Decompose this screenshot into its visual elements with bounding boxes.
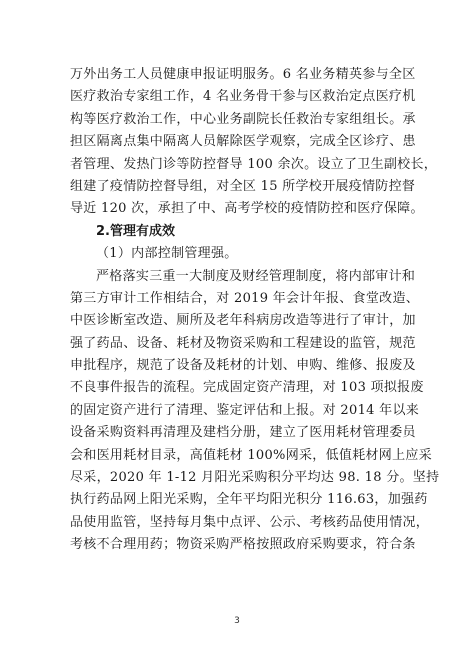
text-line: 第三方审计工作相结合，对 2019 年会计年报、食堂改造、 [70, 290, 420, 306]
text-line: 医疗救治专家组工作，4 名业务骨干参与区救治定点医疗机 [70, 89, 416, 105]
text-line: 中医诊断室改造、厕所及老年科病房改造等进行了审计，加 [70, 313, 416, 329]
subsection-heading: （1）内部控制管理强。 [96, 246, 238, 262]
text-line: 的固定资产进行了清理、鉴定评估和上报。对 2014 年以来 [70, 402, 420, 418]
text-line: 严格落实三重一大制度及财经管理制度，将内部审计和 [96, 268, 416, 284]
text-line: 不良事件报告的流程。完成固定资产清理，对 103 项拟报废 [70, 380, 424, 396]
text-line: 构等医疗救治工作，中心业务副院长任救治专家组组长。承 [70, 111, 416, 127]
document-body [70, 64, 440, 557]
paragraph-1 [70, 64, 438, 221]
text-line: 强了药品、设备、耗材及物资采购和工程建设的监管，规范 [70, 335, 416, 351]
text-line: 会和医用耗材目录，高值耗材 100%网采，低值耗材网上应采 [70, 447, 432, 463]
text-line: 尽采，2020 年 1-12 月阳光采购积分平均达 98. 18 分。坚持 [70, 470, 440, 486]
text-line: 组建了疫情防控督导组，对全区 15 所学校开展疫情防控督 [70, 178, 416, 194]
paragraph-2 [70, 266, 440, 557]
text-line: 者管理、发热门诊等防控督导 100 余次。设立了卫生副校长， [70, 156, 438, 172]
text-line: 万外出务工人员健康申报证明服务。6 名业务精英参与全区 [70, 67, 416, 82]
text-line: 考核不合理用药；物资采购严格按照政府采购要求，符合条 [70, 537, 416, 553]
section-heading: 2.管理有成效 [96, 223, 175, 239]
text-line: 品使用监管，坚持每月集中点评、公示、考核药品使用情况， [70, 514, 430, 530]
page-number: 3 [234, 616, 240, 626]
text-line: 设备采购资料再清理及建档分册，建立了医用耗材管理委员 [70, 425, 416, 441]
text-line: 担区隔离点集中隔离人员解除医学观察，完成全区诊疗、患 [70, 134, 416, 150]
text-line: 执行药品网上阳光采购，全年平均阳光积分 116.63，加强药 [70, 492, 428, 508]
text-line: 申批程序，规范了设备及耗材的计划、申购、维修、报废及 [70, 358, 416, 374]
text-line: 导近 120 次，承担了中、高考学校的疫情防控和医疗保障。 [70, 201, 424, 217]
